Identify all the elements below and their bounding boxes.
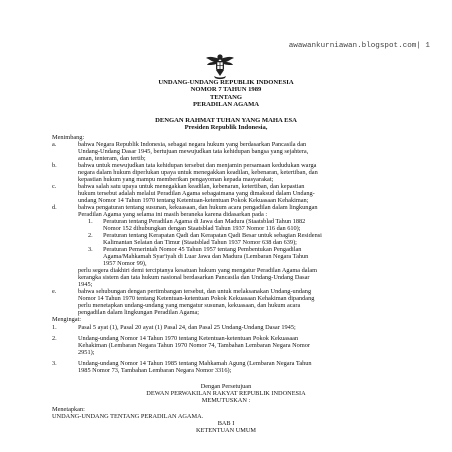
preamble-president: Presiden Republik Indonesia, [184, 124, 268, 132]
menimbang-c-marker: c. [52, 183, 57, 190]
approval-decision: MEMUTUSKAN : [201, 396, 251, 404]
preamble-grace: DENGAN RAHMAT TUHAN YANG MAHA ESA [155, 117, 297, 124]
menimbang-c-text: bahwa salah satu upaya untuk menegakkan keadilan, kebenaran, ketertiban, dan kepastian hukum tersebut adalah melalui Peradilan Agama sebagaimana yang dimaksud dalam Undang- undang Nomor 14 Tahun 1970 tentang Ketentuan-ketentuan Pokok Kekuasaan Kehakiman; [78, 183, 315, 204]
garuda-emblem-icon [205, 52, 235, 80]
menimbang-a-text: bahwa Negara Republik Indonesia, sebagai negara hukum yang berdasarkan Pancasila dan Undang-Undang Dasar 1945, bertujuan mewujudkan tata kehidupan bangsa yang sejahtera, aman, tenteram, dan tertib; [78, 141, 309, 162]
chapter-heading [0, 421, 452, 435]
law-title-block [0, 79, 452, 109]
approval-line: Dengan Persetujuan [200, 383, 252, 390]
page-watermark: awawankurniawan.blogspot.com| 1 [288, 42, 430, 50]
preamble-block [0, 117, 452, 132]
law-title: UNDANG-UNDANG REPUBLIK INDONESIA [158, 79, 294, 86]
menimbang-b-text: bahwa untuk mewujudkan tata kehidupan tersebut dan menjamin persamaan kedudukan warga negara dalam hukum diperlukan upaya untuk menegakkan keadilan, kebenaran, ketertiban, dan kepastian hukum yang mampu memberikan pengayoman kepada masyarakat; [78, 162, 318, 183]
menetapkan-label: Menetapkan: [52, 406, 85, 413]
law-number: NOMOR 7 TAHUN 1989 [190, 86, 262, 94]
menetapkan-block [52, 407, 203, 421]
mengingat-2-marker: 2. [52, 335, 57, 342]
menimbang-label: Menimbang: [52, 134, 85, 141]
mengingat-1-text: Pasal 5 ayat (1), Pasal 20 ayat (1) Pasal 24, dan Pasal 25 Undang-Undang Dasar 1945; [78, 324, 296, 331]
approval-block [0, 384, 452, 405]
sub-item-3-marker: 3. [88, 246, 93, 253]
chapter-title: KETENTUAN UMUM [196, 426, 256, 434]
chapter-number: BAB I [217, 420, 235, 427]
sub-item-3-text: Peraturan Pemerintah Nomor 45 Tahun 1957 tentang Pembentukan Pengadilan Agama/Mahkamah Syar'iyah di Luar Jawa dan Madura (Lembaran Negara Tahun 1957 Nomor 99), [103, 246, 309, 267]
law-subject: PERADILAN AGAMA [192, 101, 260, 109]
sub-item-2-text: Peraturan tentang Kerapatan Qadi dan Kerapatan Qadi Besar untuk sebagian Residensi Kalimantan Selatan dan Timur (Staatsblad Tahun 1937 Nomor 638 dan 639); [103, 232, 322, 246]
mengingat-2-text: Undang-undang Nomor 14 Tahun 1970 tentang Ketentuan-ketentuan Pokok Kekuasaan Kehakiman (Lembaran Negara Tahun 1970 Nomor 74, Tambahan Lembaran Negara Nomor 2951); [78, 335, 310, 356]
approval-dpr: DEWAN PERWAKILAN RAKYAT REPUBLIK INDONESIA [146, 389, 306, 397]
menimbang-b-marker: b. [52, 162, 57, 169]
mengingat-1-marker: 1. [52, 324, 57, 331]
mengingat-3-text: Undang-undang Nomor 14 Tahun 1985 tentang Mahkamah Agung (Lembaran Negara Tahun 1985 Nomor 73, Tambahan Lembaran Negara Nomor 3316); [78, 360, 312, 374]
menimbang-d-text: bahwa pengaturan tentang susunan, kekuasaan, dan hukum acara pengadilan dalam lingkungan Peradilan Agama yang selama ini masih beraneka karena didasarkan pada : [78, 204, 318, 218]
sub-item-1-text: Peraturan tentang Peradilan Agama di Jawa dan Madura (Staatsblad Tahun 1882 Nomor 152 dihubungkan dengan Staatsblad Tahun 1937 Nomor 116 dan 610); [103, 218, 306, 232]
menimbang-e-marker: e. [52, 288, 57, 295]
menimbang-d-marker: d. [52, 204, 57, 211]
menimbang-a-marker: a. [52, 141, 57, 148]
mengingat-label: Mengingat: [52, 316, 82, 323]
law-about: TENTANG [209, 93, 243, 101]
sub-item-2-marker: 2. [88, 232, 93, 239]
mengingat-3-marker: 3. [52, 360, 57, 367]
menetapkan-text: UNDANG-UNDANG TENTANG PERADILAN AGAMA. [52, 412, 204, 420]
sub-item-1-marker: 1. [88, 218, 93, 225]
menimbang-e-text: bahwa sehubungan dengan pertimbangan tersebut, dan untuk melaksanakan Undang-undang Nomor 14 Tahun 1970 tentang Ketentuan-ketentuan Pokok Kekuasaan Kehakiman dipandang perlu menetapkan undang-undang yang mengatur susunan, kekuasaan, dan hukum acara pengadilan dalam lingkungan Peradilan Agama; [78, 288, 315, 316]
menimbang-d-continued: perlu segera diakhiri demi terciptanya kesatuan hukum yang mengatur Peradilan Agama dalam kerangka sistem dan tata hukum nasional berdasarkan Pancasila dan Undang-Undang Dasar 1945; [78, 267, 318, 288]
